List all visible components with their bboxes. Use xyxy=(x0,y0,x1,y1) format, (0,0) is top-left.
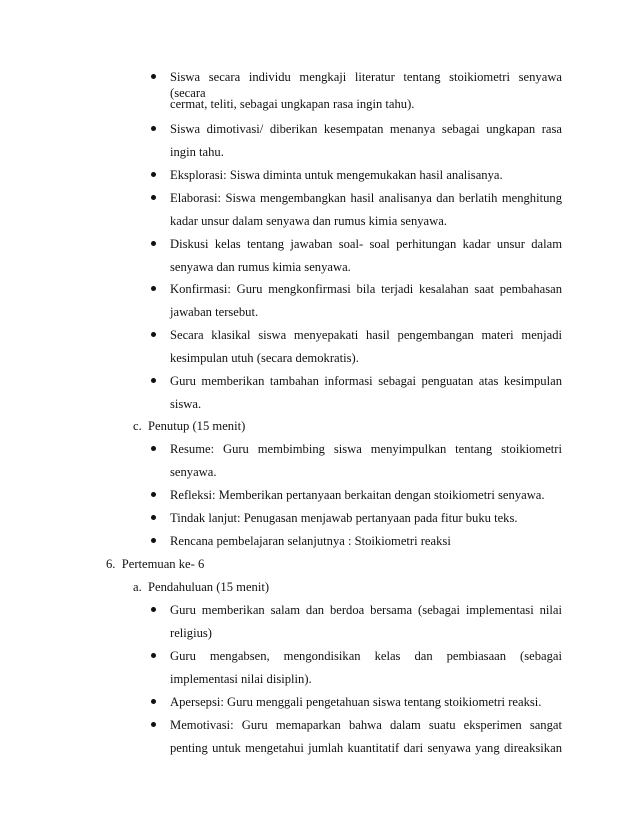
list-item-continuation: jawaban tersebut. xyxy=(170,305,259,319)
list-item: Memotivasi: Guru memaparkan bahwa dalam suatu eksperimen sangat xyxy=(170,718,562,732)
list-item: Rencana pembelajaran selanjutnya : Stoikiometri reaksi xyxy=(170,534,451,548)
list-item: Refleksi: Memberikan pertanyaan berkaitan dengan stoikiometri senyawa. xyxy=(170,488,545,502)
list-item: Guru mengabsen, mengondisikan kelas dan pembiasaan (sebagai xyxy=(170,649,562,663)
list-item-continuation: implementasi nilai disiplin). xyxy=(170,672,312,686)
section-heading: c. Penutup (15 menit) xyxy=(133,419,246,433)
list-item: Tindak lanjut: Penugasan menjawab pertanyaan pada fitur buku teks. xyxy=(170,511,518,525)
section-heading: a. Pendahuluan (15 menit) xyxy=(133,580,270,594)
list-item: Guru memberikan salam dan berdoa bersama (sebagai implementasi nilai xyxy=(170,603,562,617)
list-item-continuation: cermat, teliti, sebagai ungkapan rasa ingin tahu). xyxy=(170,97,415,111)
list-item: Apersepsi: Guru menggali pengetahuan siswa tentang stoikiometri reaksi. xyxy=(170,695,542,709)
list-item: Resume: Guru membimbing siswa menyimpulkan tentang stoikiometri xyxy=(170,442,562,456)
list-item: Siswa dimotivasi/ diberikan kesempatan menanya sebagai ungkapan rasa xyxy=(170,122,562,136)
list-item-continuation: kadar unsur dalam senyawa dan rumus kimia senyawa. xyxy=(170,214,447,228)
list-item-continuation: kesimpulan utuh (secara demokratis). xyxy=(170,351,359,365)
numbered-heading: 6. Pertemuan ke- 6 xyxy=(106,557,205,571)
list-item: Eksplorasi: Siswa diminta untuk mengemukakan hasil analisanya. xyxy=(170,168,503,182)
list-item: Diskusi kelas tentang jawaban soal- soal perhitungan kadar unsur dalam xyxy=(170,237,562,251)
list-item: Siswa secara individu mengkaji literatur tentang stoikiometri senyawa (secara xyxy=(170,70,562,100)
list-item-continuation: religius) xyxy=(170,626,212,640)
list-item-continuation: siswa. xyxy=(170,397,202,411)
list-item: Guru memberikan tambahan informasi sebagai penguatan atas kesimpulan xyxy=(170,374,562,388)
list-item-continuation: ingin tahu. xyxy=(170,145,224,159)
list-item: Secara klasikal siswa menyepakati hasil pengembangan materi menjadi xyxy=(170,328,562,342)
list-item: Elaborasi: Siswa mengembangkan hasil analisanya dan berlatih menghitung xyxy=(170,191,562,205)
list-item: Konfirmasi: Guru mengkonfirmasi bila terjadi kesalahan saat pembahasan xyxy=(170,282,562,296)
list-item-continuation: senyawa. xyxy=(170,465,217,479)
list-item-continuation: penting untuk mengetahui jumlah kuantitatif dari senyawa yang direaksikan xyxy=(170,741,562,755)
list-item-continuation: senyawa dan rumus kimia senyawa. xyxy=(170,260,351,274)
